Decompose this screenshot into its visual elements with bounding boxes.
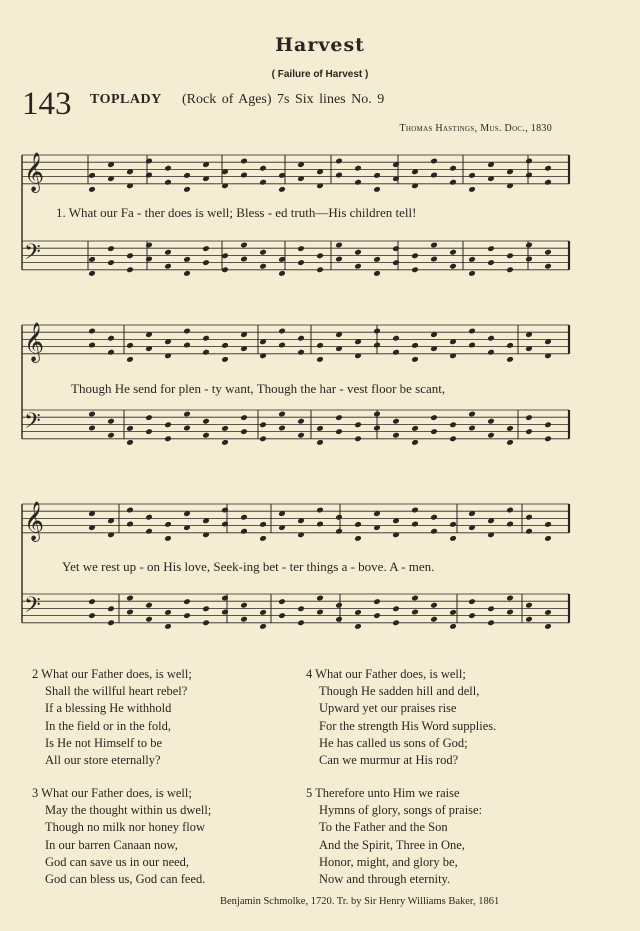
system-3-treble-note xyxy=(240,514,248,521)
system-1-treble-note xyxy=(164,165,172,172)
system-3-treble-note xyxy=(449,535,457,542)
system-2-bass-note xyxy=(525,414,533,421)
system-2-treble-note xyxy=(316,356,324,363)
system-3-bass-note xyxy=(506,595,514,602)
system-3-bass-note xyxy=(525,602,533,609)
system-3-bass-note xyxy=(525,616,533,623)
system-2-bass-note xyxy=(449,435,457,442)
hymn-subtitle: ( Failure of Harvest ) xyxy=(271,69,369,80)
system-3-bass-note xyxy=(373,612,381,619)
system-2-bass-note xyxy=(525,428,533,435)
system-3-bass-note xyxy=(297,619,305,626)
system-3-bass-note xyxy=(202,619,210,626)
stanza-line: Is He not Himself to be xyxy=(45,735,162,750)
system-3-bass-note xyxy=(392,605,400,612)
system-3-treble-note xyxy=(354,521,362,528)
system-3-treble-note xyxy=(506,521,514,528)
system-1-treble-note xyxy=(354,179,362,186)
system-1-bass-note xyxy=(525,242,533,249)
system-1-bass-note xyxy=(240,242,248,249)
system-3-treble-note xyxy=(164,521,172,528)
system-2-bass-note xyxy=(354,435,362,442)
system-2-treble-note xyxy=(126,356,134,363)
system-2-bass-note xyxy=(221,439,229,446)
system-2-treble-note xyxy=(107,349,115,356)
system-2-bass-note xyxy=(183,425,191,432)
system-2-bass-note xyxy=(145,414,153,421)
system-2-bass-note xyxy=(411,425,419,432)
system-2-bass-note xyxy=(259,421,267,428)
hymn-category-title: Harvest xyxy=(275,34,365,56)
system-2-treble-note xyxy=(183,342,191,349)
system-1-treble-note xyxy=(183,172,191,179)
system-3-bass-note xyxy=(107,605,115,612)
lyrics-line-3: Yet we rest up - on His love, Seek-ing bet - ter things a - bove. A - men. xyxy=(62,559,435,574)
system-3-treble-note xyxy=(411,521,419,528)
system-1-bass-note xyxy=(468,270,476,277)
system-3-bass-note xyxy=(88,612,96,619)
tune-name: TOPLADY xyxy=(90,92,162,107)
system-3-treble-note xyxy=(259,521,267,528)
stanza-2 xyxy=(32,666,192,769)
system-1-treble-note xyxy=(259,165,267,172)
system-1-treble-note xyxy=(88,172,96,179)
stanza-line: Shall the willful heart rebel? xyxy=(45,684,188,699)
system-2-bass-note xyxy=(202,418,210,425)
system-1-bass-note xyxy=(145,256,153,263)
system-2-bass-clef-icon: 𝄢 xyxy=(24,409,41,439)
system-2-bass-note xyxy=(259,435,267,442)
system-3-bass-note xyxy=(259,609,267,616)
system-1-treble-note xyxy=(164,179,172,186)
system-1-bass-note xyxy=(202,259,210,266)
system-2-treble-note xyxy=(107,335,115,342)
stanza-5 xyxy=(306,785,482,888)
system-2-treble-note xyxy=(278,328,286,335)
system-2-bass-note xyxy=(335,428,343,435)
system-1-bass-note xyxy=(354,249,362,256)
system-3-bass-note xyxy=(468,598,476,605)
system-1-bass-note xyxy=(430,242,438,249)
stanza-line: He has called us sons of God; xyxy=(319,735,468,750)
system-3-bass-note xyxy=(449,609,457,616)
system-2-bass-note xyxy=(506,425,514,432)
system-1-treble-note xyxy=(240,172,248,179)
system-3-treble-note xyxy=(316,521,324,528)
system-2-bass-note xyxy=(544,435,552,442)
system-3-bass-note xyxy=(278,612,286,619)
system-2-treble-note xyxy=(183,328,191,335)
system-1-bass-note xyxy=(373,270,381,277)
system-1-treble-note xyxy=(525,172,533,179)
stanza-line: Now and through eternity. xyxy=(319,872,451,887)
system-3-treble-note xyxy=(430,514,438,521)
stanza-line: In our barren Canaan now, xyxy=(45,837,178,852)
system-3-bass-note xyxy=(126,595,134,602)
system-3-bass-note xyxy=(354,609,362,616)
system-1-treble-note xyxy=(335,158,343,165)
system-3-treble-note xyxy=(411,507,419,514)
system-3-treble-clef-icon: 𝄞 xyxy=(24,501,45,541)
system-1-treble-note xyxy=(544,165,552,172)
system-1-bass-note xyxy=(88,270,96,277)
system-3-bass-note xyxy=(373,598,381,605)
system-2-bass-note xyxy=(221,425,229,432)
system-3-treble-note xyxy=(126,521,134,528)
system-2-treble-note xyxy=(221,356,229,363)
system-2-treble-note xyxy=(506,356,514,363)
system-2-bass-note xyxy=(506,439,514,446)
system-2-bass-note xyxy=(126,439,134,446)
system-1-bass-note xyxy=(335,242,343,249)
system-1-bass-note xyxy=(107,245,115,252)
system-3-bass-note xyxy=(164,623,172,630)
system-3-treble-note xyxy=(240,528,248,535)
system-1-treble-note xyxy=(430,158,438,165)
stanza-line: 3 What our Father does, is well; xyxy=(32,786,192,800)
stanza-line: God can bless us, God can feed. xyxy=(45,872,206,887)
system-1-bass-note xyxy=(392,245,400,252)
system-2-bass-note xyxy=(145,428,153,435)
system-1-bass-note xyxy=(297,259,305,266)
system-1-treble-note xyxy=(145,172,153,179)
system-1-treble-note xyxy=(449,179,457,186)
system-3-bass-note xyxy=(316,595,324,602)
system-2-bass-note xyxy=(335,414,343,421)
system-3-bass-note xyxy=(278,598,286,605)
system-1-treble-note xyxy=(88,186,96,193)
system-1-treble-note xyxy=(335,172,343,179)
system-1-bass-note xyxy=(411,266,419,273)
system-3-bass-note xyxy=(506,609,514,616)
system-2-bass-note xyxy=(240,414,248,421)
stanza-line: All our store eternally? xyxy=(45,753,161,768)
system-3-bass-note xyxy=(544,609,552,616)
system-1-bass-note xyxy=(354,263,362,270)
system-1-bass-note xyxy=(506,252,514,259)
system-2-bass-note xyxy=(354,421,362,428)
system-2-bass-note xyxy=(430,414,438,421)
system-3-bass-note xyxy=(430,616,438,623)
system-1-bass-note xyxy=(373,256,381,263)
system-3-treble-note xyxy=(430,528,438,535)
system-1-treble-note xyxy=(544,179,552,186)
system-2-bass-note xyxy=(487,418,495,425)
system-3-treble-note xyxy=(354,535,362,542)
system-1-treble-note xyxy=(449,165,457,172)
system-2-treble-note xyxy=(411,356,419,363)
stanza-line: 5 Therefore unto Him we raise xyxy=(306,786,460,800)
system-1-bass-clef-icon: 𝄢 xyxy=(24,240,41,270)
system-1-treble-note xyxy=(278,186,286,193)
system-2-treble-note xyxy=(487,349,495,356)
system-2-bass-note xyxy=(126,425,134,432)
hymn-number: 143 xyxy=(22,86,72,122)
system-3-treble-note xyxy=(525,528,533,535)
system-2-treble-note xyxy=(221,342,229,349)
lyrics-line-2: Though He send for plen - ty want, Though the har - vest floor be scant, xyxy=(71,381,446,396)
stanza-line: May the thought within us dwell; xyxy=(45,803,212,818)
system-2-bass-note xyxy=(544,421,552,428)
system-1-bass-note xyxy=(525,256,533,263)
system-2-bass-note xyxy=(487,432,495,439)
system-3-treble-note xyxy=(221,521,229,528)
system-3-bass-note xyxy=(430,602,438,609)
system-3-treble-note xyxy=(335,528,343,535)
system-2-treble-note xyxy=(297,335,305,342)
system-3-treble-note xyxy=(544,535,552,542)
system-2-bass-note xyxy=(88,411,96,418)
system-2-bass-note xyxy=(107,432,115,439)
system-1-bass-note xyxy=(259,249,267,256)
lyrics-line-1: 1. What our Fa - ther does is well; Bless - ed truth—His children tell! xyxy=(56,205,417,220)
system-1-bass-note xyxy=(183,270,191,277)
stanza-line: 2 What our Father does, is well; xyxy=(32,667,192,681)
system-1-treble-clef-icon: 𝄞 xyxy=(24,152,45,192)
system-1-bass-note xyxy=(240,256,248,263)
system-1-bass-note xyxy=(126,252,134,259)
system-2-bass-note xyxy=(278,425,286,432)
stanza-line: To the Father and the Son xyxy=(319,820,448,835)
system-2-bass-note xyxy=(316,425,324,432)
system-3-bass-note xyxy=(240,616,248,623)
system-3-bass-note xyxy=(221,609,229,616)
system-2-treble-note xyxy=(202,349,210,356)
system-3-bass-note xyxy=(487,605,495,612)
system-2-bass-note xyxy=(183,411,191,418)
system-3-bass-note xyxy=(487,619,495,626)
system-2-bass-note xyxy=(240,428,248,435)
composer-credit: Thomas Hastings, Mus. Doc., 1830 xyxy=(399,123,552,134)
system-3-bass-note xyxy=(183,598,191,605)
system-3-bass-note xyxy=(297,605,305,612)
system-2-bass-note xyxy=(392,418,400,425)
translation-credit: Benjamin Schmolke, 1720. Tr. by Sir Henry Williams Baker, 1861 xyxy=(220,896,500,907)
system-2-bass-note xyxy=(373,425,381,432)
system-1-bass-note xyxy=(88,256,96,263)
stanza-line: If a blessing He withhold xyxy=(45,701,172,716)
system-3-bass-note xyxy=(335,602,343,609)
system-2-bass-note xyxy=(468,411,476,418)
stanza-4 xyxy=(306,666,496,769)
system-2-bass-note xyxy=(468,425,476,432)
stanza-line: Honor, might, and glory be, xyxy=(319,854,458,869)
system-1-bass-note xyxy=(202,245,210,252)
system-1-bass-note xyxy=(449,263,457,270)
system-3-treble-note xyxy=(335,514,343,521)
system-3-bass-note xyxy=(449,623,457,630)
system-2-bass-note xyxy=(411,439,419,446)
system-3-bass-note xyxy=(411,595,419,602)
stanza-line: Hymns of glory, songs of praise: xyxy=(319,803,483,818)
system-2-bass-note xyxy=(392,432,400,439)
system-2-bass-note xyxy=(278,411,286,418)
system-3-bass-note xyxy=(183,612,191,619)
stanza-line: Can we murmur at His rod? xyxy=(319,753,459,768)
stanza-line: Though no milk nor honey flow xyxy=(45,820,206,835)
system-1-treble-note xyxy=(240,158,248,165)
system-1-bass-note xyxy=(468,256,476,263)
stanza-line: Though He sadden hill and dell, xyxy=(319,684,480,699)
system-1-treble-note xyxy=(430,172,438,179)
system-3-bass-note xyxy=(544,623,552,630)
system-1-bass-note xyxy=(430,256,438,263)
system-2-treble-note xyxy=(487,335,495,342)
system-1-bass-note xyxy=(487,245,495,252)
system-2-treble-note xyxy=(202,335,210,342)
system-1-bass-note xyxy=(126,266,134,273)
stanza-line: In the field or in the fold, xyxy=(45,718,172,733)
system-2-treble-note xyxy=(392,335,400,342)
system-1-bass-note xyxy=(544,263,552,270)
system-1-treble-note xyxy=(183,186,191,193)
system-1-bass-note xyxy=(259,263,267,270)
system-1-bass-note xyxy=(449,249,457,256)
system-3-bass-note xyxy=(240,602,248,609)
system-1-bass-note xyxy=(392,259,400,266)
system-3-treble-note xyxy=(544,521,552,528)
system-2-treble-note xyxy=(88,342,96,349)
system-2-treble-note xyxy=(278,342,286,349)
system-1-treble-note xyxy=(468,172,476,179)
stanza-line: God can save us in our need, xyxy=(45,854,190,869)
system-1-treble-note xyxy=(525,158,533,165)
system-1-bass-note xyxy=(164,249,172,256)
system-1-treble-note xyxy=(354,165,362,172)
system-1-bass-note xyxy=(183,256,191,263)
system-1-treble-note xyxy=(259,179,267,186)
system-2-treble-clef-icon: 𝄞 xyxy=(24,322,45,362)
system-3-treble-note xyxy=(145,528,153,535)
system-1-treble-note xyxy=(373,172,381,179)
system-1-bass-note xyxy=(487,259,495,266)
system-3-bass-note xyxy=(107,619,115,626)
stanza-line: And the Spirit, Three in One, xyxy=(319,837,465,852)
system-1-bass-note xyxy=(544,249,552,256)
system-2-bass-note xyxy=(88,425,96,432)
system-2-bass-note xyxy=(202,432,210,439)
system-3-bass-note xyxy=(145,602,153,609)
system-3-treble-note xyxy=(259,535,267,542)
system-3-bass-note xyxy=(259,623,267,630)
system-3-bass-note xyxy=(88,598,96,605)
stanza-line: Upward yet our praises rise xyxy=(319,701,457,716)
system-3-treble-note xyxy=(525,514,533,521)
system-1-bass-note xyxy=(335,256,343,263)
system-3-treble-note xyxy=(145,514,153,521)
system-2-bass-note xyxy=(297,432,305,439)
system-3-treble-note xyxy=(449,521,457,528)
system-2-treble-note xyxy=(126,342,134,349)
system-1-bass-note xyxy=(316,252,324,259)
system-3-bass-note xyxy=(316,609,324,616)
system-1-bass-note xyxy=(411,252,419,259)
system-3-treble-note xyxy=(506,507,514,514)
system-3-bass-note xyxy=(202,605,210,612)
system-1-bass-note xyxy=(164,263,172,270)
system-3-treble-note xyxy=(221,507,229,514)
system-3-bass-note xyxy=(468,612,476,619)
stanza-3 xyxy=(32,785,211,888)
system-1-treble-note xyxy=(373,186,381,193)
system-3-bass-note xyxy=(411,609,419,616)
system-2-bass-note xyxy=(107,418,115,425)
system-3-bass-note xyxy=(145,616,153,623)
system-2-treble-note xyxy=(88,328,96,335)
tune-meta: (Rock of Ages) 7s Six lines No. 9 xyxy=(182,92,385,107)
system-1-bass-note xyxy=(297,245,305,252)
system-1-treble-note xyxy=(468,186,476,193)
system-3-bass-note xyxy=(126,609,134,616)
system-2-treble-note xyxy=(373,328,381,335)
system-2-treble-note xyxy=(373,342,381,349)
system-3-bass-note xyxy=(221,595,229,602)
system-2-treble-note xyxy=(468,342,476,349)
system-2-bass-note xyxy=(164,435,172,442)
system-2-treble-note xyxy=(468,328,476,335)
system-3-bass-clef-icon: 𝄢 xyxy=(24,593,41,623)
system-2-treble-note xyxy=(411,342,419,349)
system-3-bass-note xyxy=(335,616,343,623)
system-2-bass-note xyxy=(373,411,381,418)
system-2-treble-note xyxy=(506,342,514,349)
system-1-bass-note xyxy=(107,259,115,266)
system-2-bass-note xyxy=(449,421,457,428)
system-2-treble-note xyxy=(316,342,324,349)
system-2-bass-note xyxy=(164,421,172,428)
system-3-bass-note xyxy=(164,609,172,616)
stanza-line: 4 What our Father does, is well; xyxy=(306,667,466,681)
system-3-treble-note xyxy=(126,507,134,514)
system-1-bass-note xyxy=(316,266,324,273)
system-2-bass-note xyxy=(297,418,305,425)
system-3-bass-note xyxy=(392,619,400,626)
system-1-bass-note xyxy=(145,242,153,249)
system-2-bass-note xyxy=(316,439,324,446)
stanza-line: For the strength His Word supplies. xyxy=(319,718,497,733)
system-1-treble-note xyxy=(145,158,153,165)
system-3-bass-note xyxy=(354,623,362,630)
system-3-treble-note xyxy=(316,507,324,514)
system-2-bass-note xyxy=(430,428,438,435)
system-1-bass-note xyxy=(278,270,286,277)
system-2-treble-note xyxy=(392,349,400,356)
system-2-treble-note xyxy=(297,349,305,356)
system-3-treble-note xyxy=(164,535,172,542)
system-1-bass-note xyxy=(506,266,514,273)
